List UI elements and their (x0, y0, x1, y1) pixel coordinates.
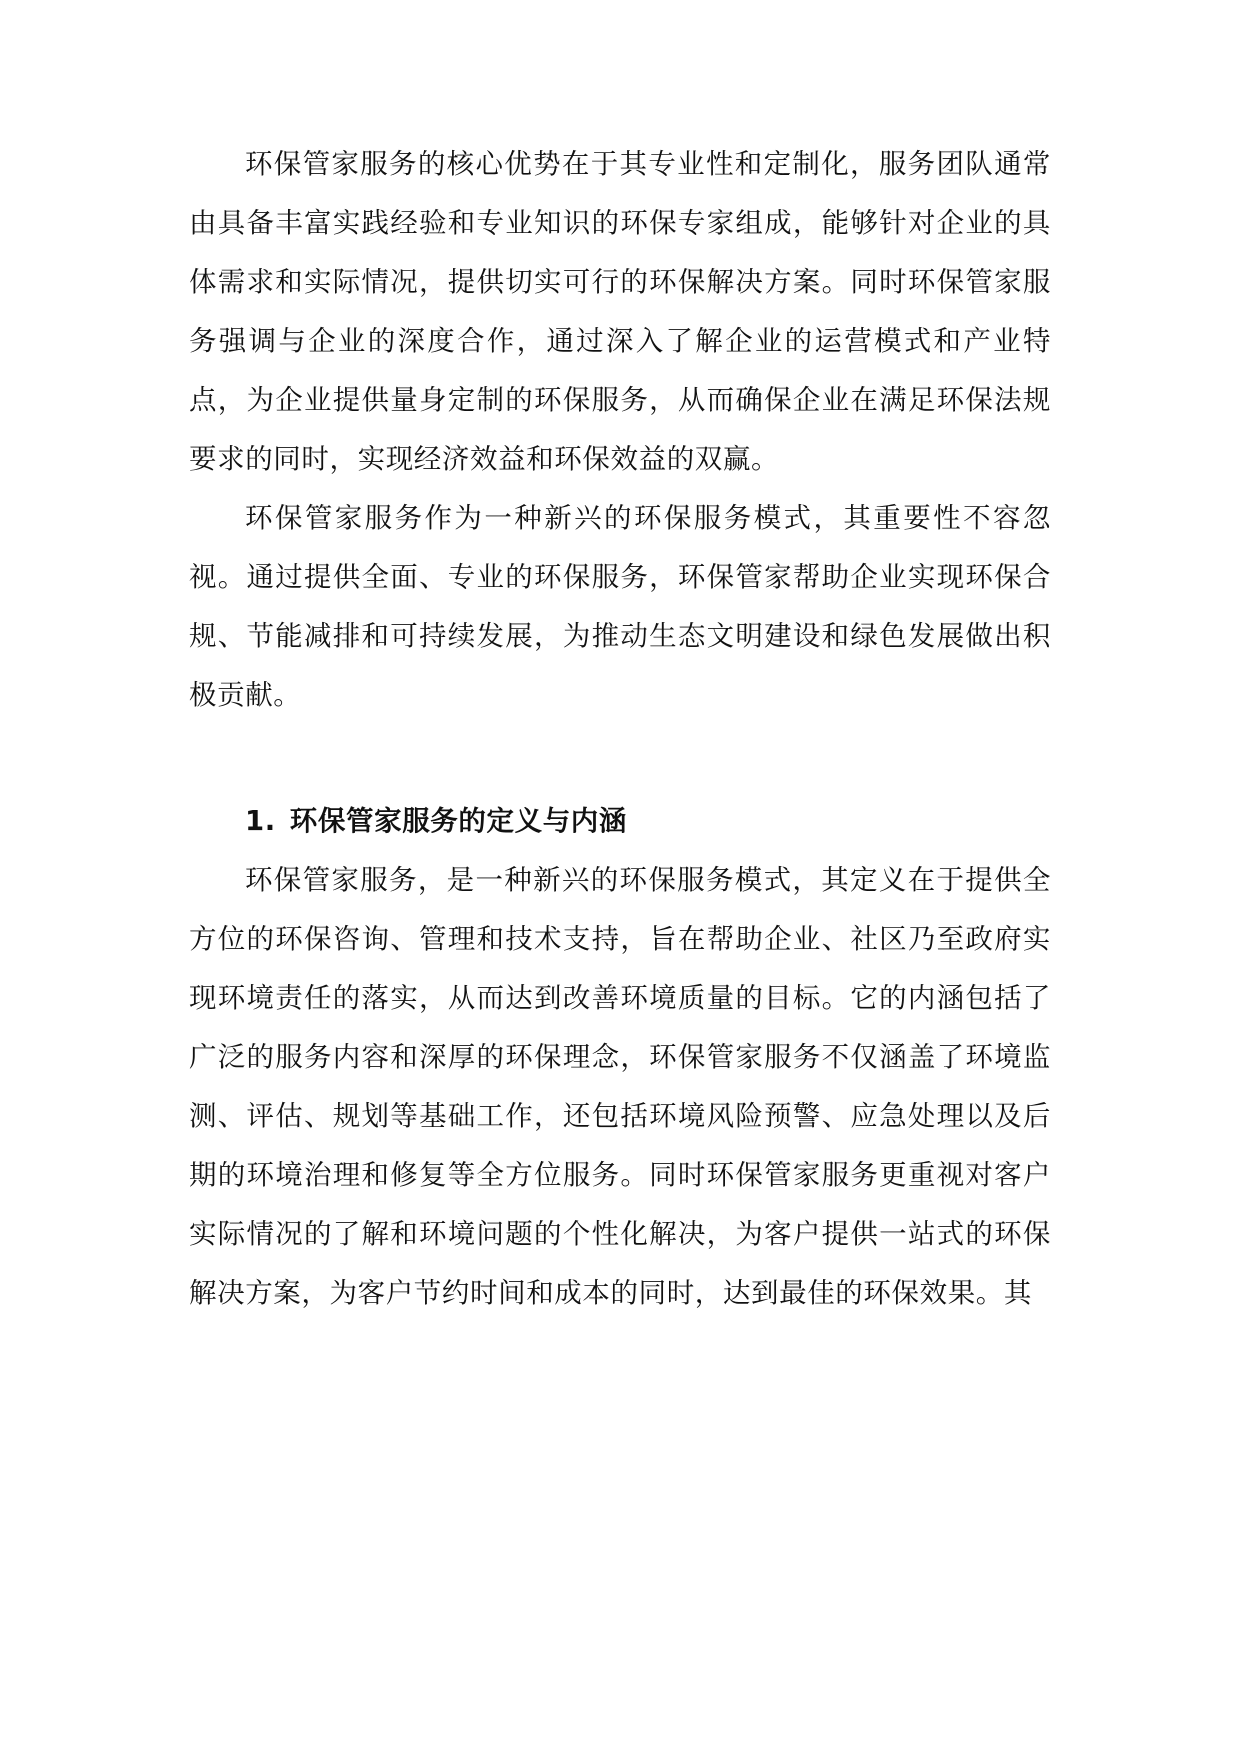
paragraph-importance: 环保管家服务作为一种新兴的环保服务模式，其重要性不容忽视。通过提供全面、专业的环保服务，环保管家帮助企业实现环保合规、节能减排和可持续发展，为推动生态文明建设和绿色发展做出积极贡献。 (189, 502, 1051, 711)
section-number: 1. (245, 805, 276, 837)
section-title: 环保管家服务的定义与内涵 (289, 805, 627, 837)
document-body (189, 135, 1051, 1323)
paragraph-core-advantages: 环保管家服务的核心优势在于其专业性和定制化，服务团队通常由具备丰富实践经验和专业知识的环保专家组成，能够针对企业的具体需求和实际情况，提供切实可行的环保解决方案。同时环保管家服务强调与企业的深度合作，通过深入了解企业的运营模式和产业特点，为企业提供量身定制的环保服务，从而确保企业在满足环保法规要求的同时，实现经济效益和环保效益的双赢。 (189, 148, 1051, 475)
paragraph-definition: 环保管家服务，是一种新兴的环保服务模式，其定义在于提供全方位的环保咨询、管理和技术支持，旨在帮助企业、社区乃至政府实现环境责任的落实，从而达到改善环境质量的目标。它的内涵包括了广泛的服务内容和深厚的环保理念，环保管家服务不仅涵盖了环境监测、评估、规划等基础工作，还包括环境风险预警、应急处理以及后期的环境治理和修复等全方位服务。同时环保管家服务更重视对客户实际情况的了解和环境问题的个性化解决，为客户提供一站式的环保解决方案，为客户节约时间和成本的同时，达到最佳的环保效果。其 (189, 864, 1051, 1309)
section-heading (245, 792, 1051, 851)
